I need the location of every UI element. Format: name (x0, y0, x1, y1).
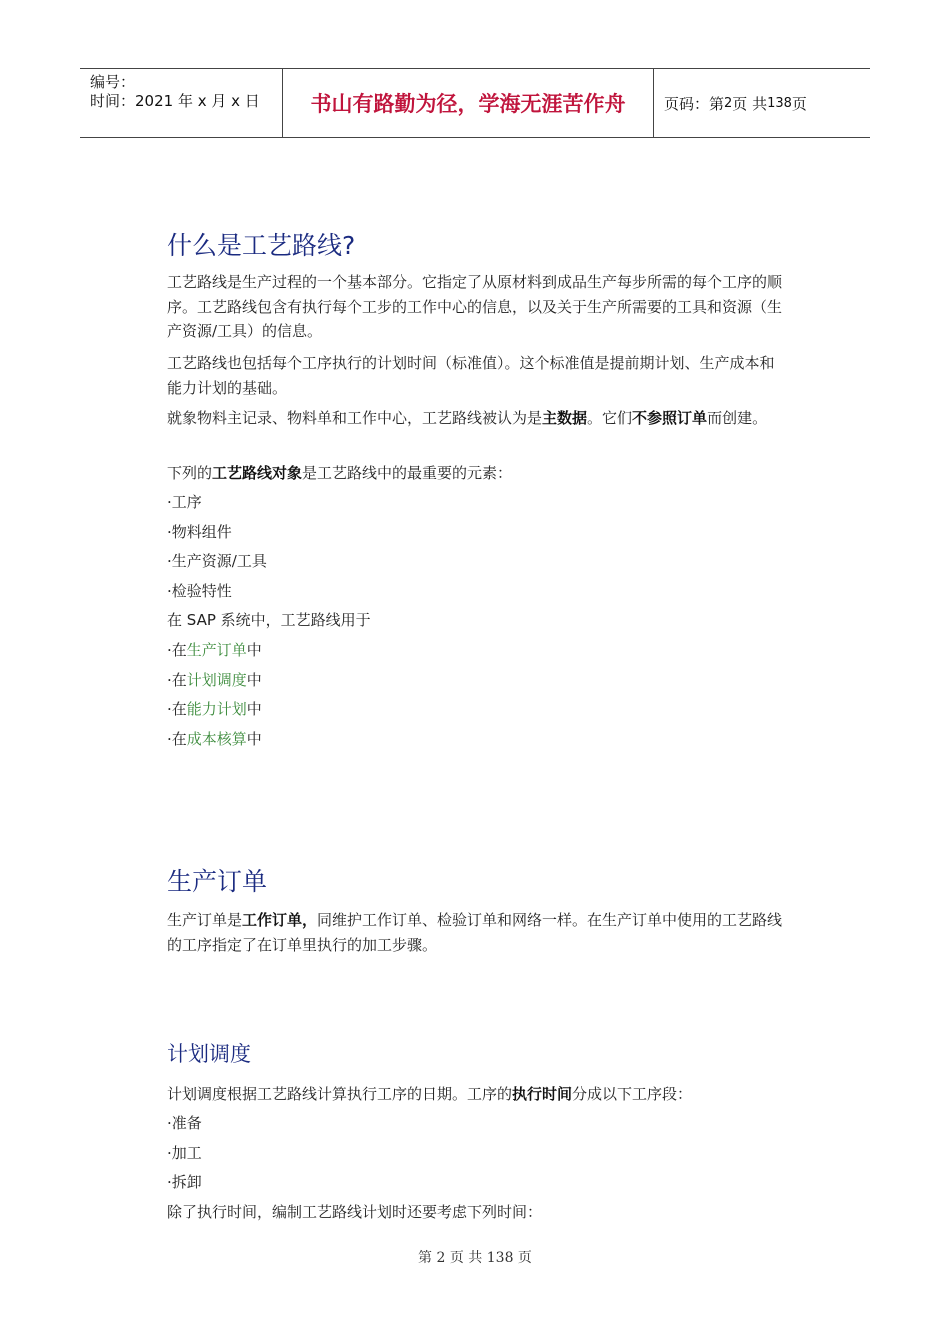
bold-routing-objects: 工艺路线对象 (212, 464, 303, 482)
list-item-usage: ·在成本核算中 (167, 730, 262, 748)
list-item: ·检验特性 (167, 582, 232, 600)
page-footer: 第 2 页 共 138 页 (418, 1250, 532, 1266)
page-info-suffix: 页 (791, 94, 807, 113)
bold-work-order: 工作订单， (242, 911, 318, 929)
page-info-prefix: 页码：第 (664, 94, 725, 113)
paragraph-standard-values: 工艺路线也包括每个工序执行的计划时间（标准值）。这个标准值是提前期计划、生产成本和能力计划的基础。 (167, 354, 775, 397)
page-header (80, 68, 870, 138)
list-item: ·工序 (167, 493, 202, 511)
paragraph-scheduling: 计划调度根据工艺路线计算执行工序的日期。工序的执行时间分成以下工序段： (167, 1085, 693, 1103)
header-motto: 书山有路勤为径，学海无涯苦作舟 (282, 69, 654, 137)
link-costing[interactable]: 成本核算 (186, 730, 247, 748)
time-label: 时间：2021 年 x 月 x 日 (90, 92, 260, 110)
paragraph-routing-objects: 下列的工艺路线对象是工艺路线中的最重要的元素： (167, 464, 513, 482)
section-title-scheduling: 计划调度 (167, 1042, 251, 1066)
list-item: ·拆卸 (167, 1173, 202, 1191)
list-item-usage: ·在计划调度中 (167, 671, 262, 689)
bold-master-data: 主数据 (542, 409, 588, 427)
list-item: ·加工 (167, 1144, 202, 1162)
page-info-mid: 页 共 (732, 94, 768, 113)
paragraph-production-order: 生产订单是工作订单，同维护工作订单、检验订单和网络一样。在生产订单中使用的工艺路线的工序指定了在订单里执行的加工步骤。 (167, 911, 783, 954)
link-capacity-planning[interactable]: 能力计划 (186, 700, 247, 718)
link-production-order[interactable]: 生产订单 (186, 641, 247, 659)
list-item-usage: ·在生产订单中 (167, 641, 262, 659)
bold-no-order-ref: 不参照订单 (632, 409, 708, 427)
header-left-cell (80, 69, 282, 137)
paragraph-sap-usage: 在 SAP 系统中，工艺路线用于 (167, 611, 371, 629)
list-item: ·生产资源/工具 (167, 552, 267, 570)
link-scheduling[interactable]: 计划调度 (186, 671, 247, 689)
page-info-num: 2 (724, 95, 733, 111)
list-item: ·物料组件 (167, 523, 232, 541)
page-info-total: 138 (767, 95, 792, 111)
list-item: ·准备 (167, 1114, 202, 1132)
number-label: 编号： (90, 73, 136, 91)
list-item-usage: ·在能力计划中 (167, 700, 262, 718)
paragraph-master-data: 就象物料主记录、物料单和工作中心，工艺路线被认为是主数据。它们不参照订单而创建。 (167, 409, 768, 427)
header-page-info (654, 69, 870, 137)
bold-execution-time: 执行时间 (512, 1085, 573, 1103)
section-title-routing: 什么是工艺路线? (167, 231, 356, 260)
paragraph-other-times: 除了执行时间，编制工艺路线计划时还要考虑下列时间： (167, 1203, 543, 1221)
paragraph-routing-definition: 工艺路线是生产过程的一个基本部分。它指定了从原材料到成品生产每步所需的每个工序的顺序。工艺路线包含有执行每个工步的工作中心的信息，以及关于生产所需要的工具和资源（生产资源/工具）的信息。 (167, 273, 783, 340)
section-title-production-order: 生产订单 (167, 867, 268, 896)
